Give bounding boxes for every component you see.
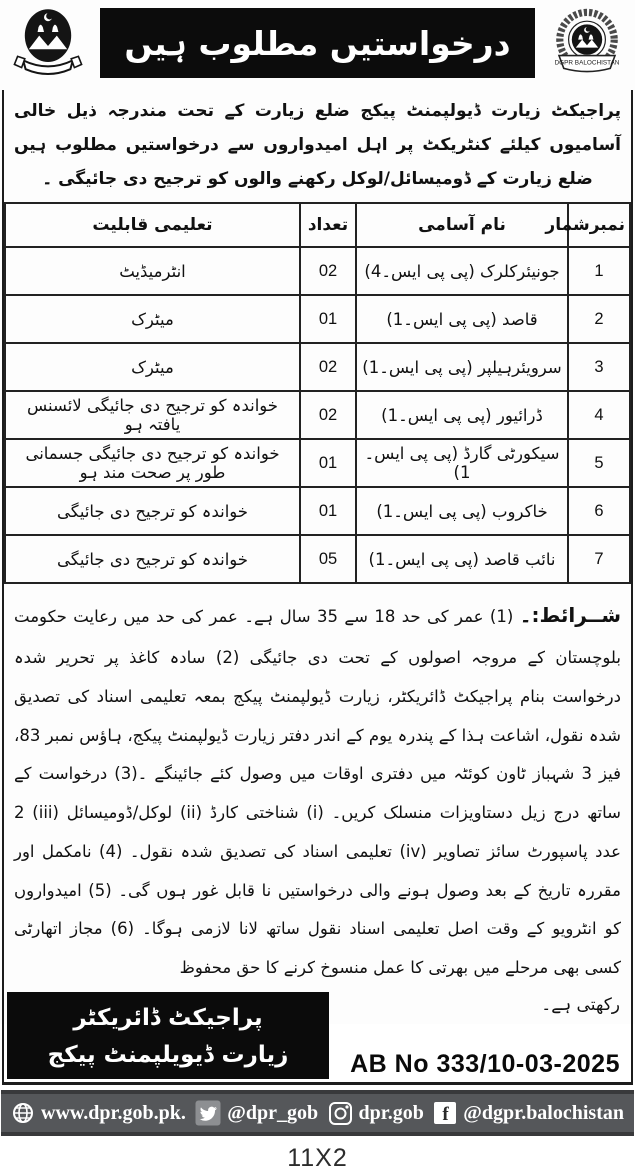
col-header-post: نام آسامی [356, 203, 568, 247]
qualification-cell: خواندہ کو ترجیح دی جائیگی [5, 487, 300, 535]
facebook-handle: @dgpr.balochistan [463, 1101, 624, 1124]
qualification-cell: خواندہ کو ترجیح دی جائیگی لائسنس یافتہ ہو [5, 391, 300, 439]
count-cell: 01 [300, 487, 356, 535]
dgpr-emblem-icon [545, 6, 629, 86]
bottom-right-column [350, 992, 628, 1080]
count-cell: 01 [300, 295, 356, 343]
count-cell: 02 [300, 343, 356, 391]
signature-box [7, 992, 329, 1080]
dgpr-logo [543, 6, 631, 86]
qualification-cell: انٹرمیڈیٹ [5, 247, 300, 295]
col-header-qualification: تعلیمی قابلیت [5, 203, 300, 247]
conditions-label: شــرائط:۔ [519, 603, 622, 627]
instagram-item [328, 1101, 424, 1126]
serial-cell: 6 [568, 487, 630, 535]
intro-paragraph: پراجیکٹ زیارت ڈیولپمنٹ پیکج ضلع زیارت کے تحت مندرجہ ذیل خالی آسامیوں کیلئے کنٹریکٹ پر اہل امیدواروں سے درخواستیں مطلوب ہیں ضلع زیارت کے ڈومیسائل/لوکل رکھنے والوں کو ترجیح دی جائیگی ۔ [14, 101, 621, 189]
post-cell: جونیئرکلرک (پی پی ایس۔4) [356, 247, 568, 295]
table-row [5, 295, 630, 343]
dgpr-banner-text: DGPR BALOCHISTAN [554, 59, 620, 67]
post-cell: سرویئرہیلپر (پی پی ایس۔1) [356, 343, 568, 391]
website-item [11, 1101, 186, 1125]
conditions-paragraph [4, 584, 631, 988]
qualification-cell: خواندہ کو ترجیح دی جائیگی جسمانی طور پر صحت مند ہو [5, 439, 300, 487]
table-row [5, 439, 630, 487]
serial-cell: 2 [568, 295, 630, 343]
instagram-icon [328, 1101, 353, 1126]
qualification-cell: میٹرک [5, 343, 300, 391]
table-row [5, 487, 630, 535]
col-header-serial: نمبرشمار [568, 203, 630, 247]
table-row [5, 535, 630, 583]
col-header-count: تعداد [300, 203, 356, 247]
facebook-glyph: f [442, 1104, 449, 1126]
social-bar [1, 1090, 634, 1136]
ad-title-box [100, 8, 535, 78]
post-cell: خاکروب (پی پی ایس۔1) [356, 487, 568, 535]
table-row [5, 343, 630, 391]
instagram-handle: dpr.gob [358, 1101, 424, 1124]
post-cell: قاصد (پی پی ایس۔1) [356, 295, 568, 343]
balochistan-govt-logo [4, 6, 92, 86]
serial-cell: 7 [568, 535, 630, 583]
count-cell: 02 [300, 247, 356, 295]
twitter-handle: @dpr_gob [227, 1101, 319, 1124]
balochistan-emblem-icon [5, 6, 91, 86]
bottom-row [4, 988, 631, 1083]
twitter-item [195, 1100, 318, 1126]
qualification-cell: خواندہ کو ترجیح دی جائیگی [5, 535, 300, 583]
ad-title: درخواستیں مطلوب ہیں [124, 23, 511, 63]
conditions-body: (1) عمر کی حد 18 سے 35 سال ہے۔ عمر کی حد میں رعایت حکومت بلوچستان کے مروجہ اصولوں کے تحت دی جائیگی (2) سادہ کاغذ پر تحریر شدہ درخواست بنام پراجیکٹ ڈائریکٹر، زیارت ڈیولپمنٹ پیکج بمعہ تعلیمی اسناد کی تصدیق شدہ نقول، اشاعت ہذا کے پندرہ یوم کے اندر دفتر زیارت ڈیولپمنٹ پیکج، ہاؤس نمبر 83، فیز 3 شہباز ٹاون کوئٹہ میں دفتری اوقات میں وصول کئے جائینگے ۔(3) درخواست کے ساتھ درج زیل دستاویزات منسلک کریں۔ (i) شناختی کارڈ (ii) لوکل/ڈومیسائل (iii) 2 عدد پاسپورٹ سائز تصاویر (iv) تعلیمی اسناد کی تصدیق شدہ نقول۔ (4) نامکمل اور مقررہ تاریخ کے بعد وصول ہونے والی درخواستیں نا قابل غور ہوں گی۔ (5) امیدواروں کو انٹرویو کے وقت اصل تعلیمی اسناد نقول ساتھ لانا لازمی ہوگا۔ (6) مجاز اتھارٹی کسی بھی مرحلے میں بھرتی کا عمل منسوخ کرنے کا حق محفوظ [14, 607, 621, 978]
post-cell: نائب قاصد (پی پی ایس۔1) [356, 535, 568, 583]
print-size-label: 11X2 [287, 1144, 348, 1173]
ab-number: AB No 333/10-03-2025 [350, 1050, 620, 1079]
count-cell: 05 [300, 535, 356, 583]
table-row [5, 247, 630, 295]
globe-icon [11, 1101, 35, 1125]
table-header-row [5, 203, 630, 247]
signature-line-1: پراجیکٹ ڈائریکٹر [73, 1004, 263, 1031]
serial-cell: 4 [568, 391, 630, 439]
conditions-tail: رکھتی ہے۔ [541, 994, 620, 1015]
qualification-cell: میٹرک [5, 295, 300, 343]
count-cell: 02 [300, 391, 356, 439]
serial-cell: 5 [568, 439, 630, 487]
serial-cell: 1 [568, 247, 630, 295]
facebook-item [433, 1101, 624, 1125]
post-cell: ڈرائیور (پی پی ایس۔1) [356, 391, 568, 439]
signature-line-2: زیارت ڈیویلپمنٹ پیکج [47, 1041, 289, 1068]
table-row [5, 391, 630, 439]
count-cell: 01 [300, 439, 356, 487]
ad-frame [2, 90, 633, 1085]
twitter-icon [195, 1100, 221, 1126]
header [0, 0, 635, 88]
jobs-table [4, 202, 631, 584]
post-cell: سیکورٹی گارڈ (پی پی ایس۔1) [356, 439, 568, 487]
facebook-icon [433, 1101, 457, 1125]
serial-cell: 3 [568, 343, 630, 391]
website-label: www.dpr.gob.pk. [41, 1101, 186, 1124]
